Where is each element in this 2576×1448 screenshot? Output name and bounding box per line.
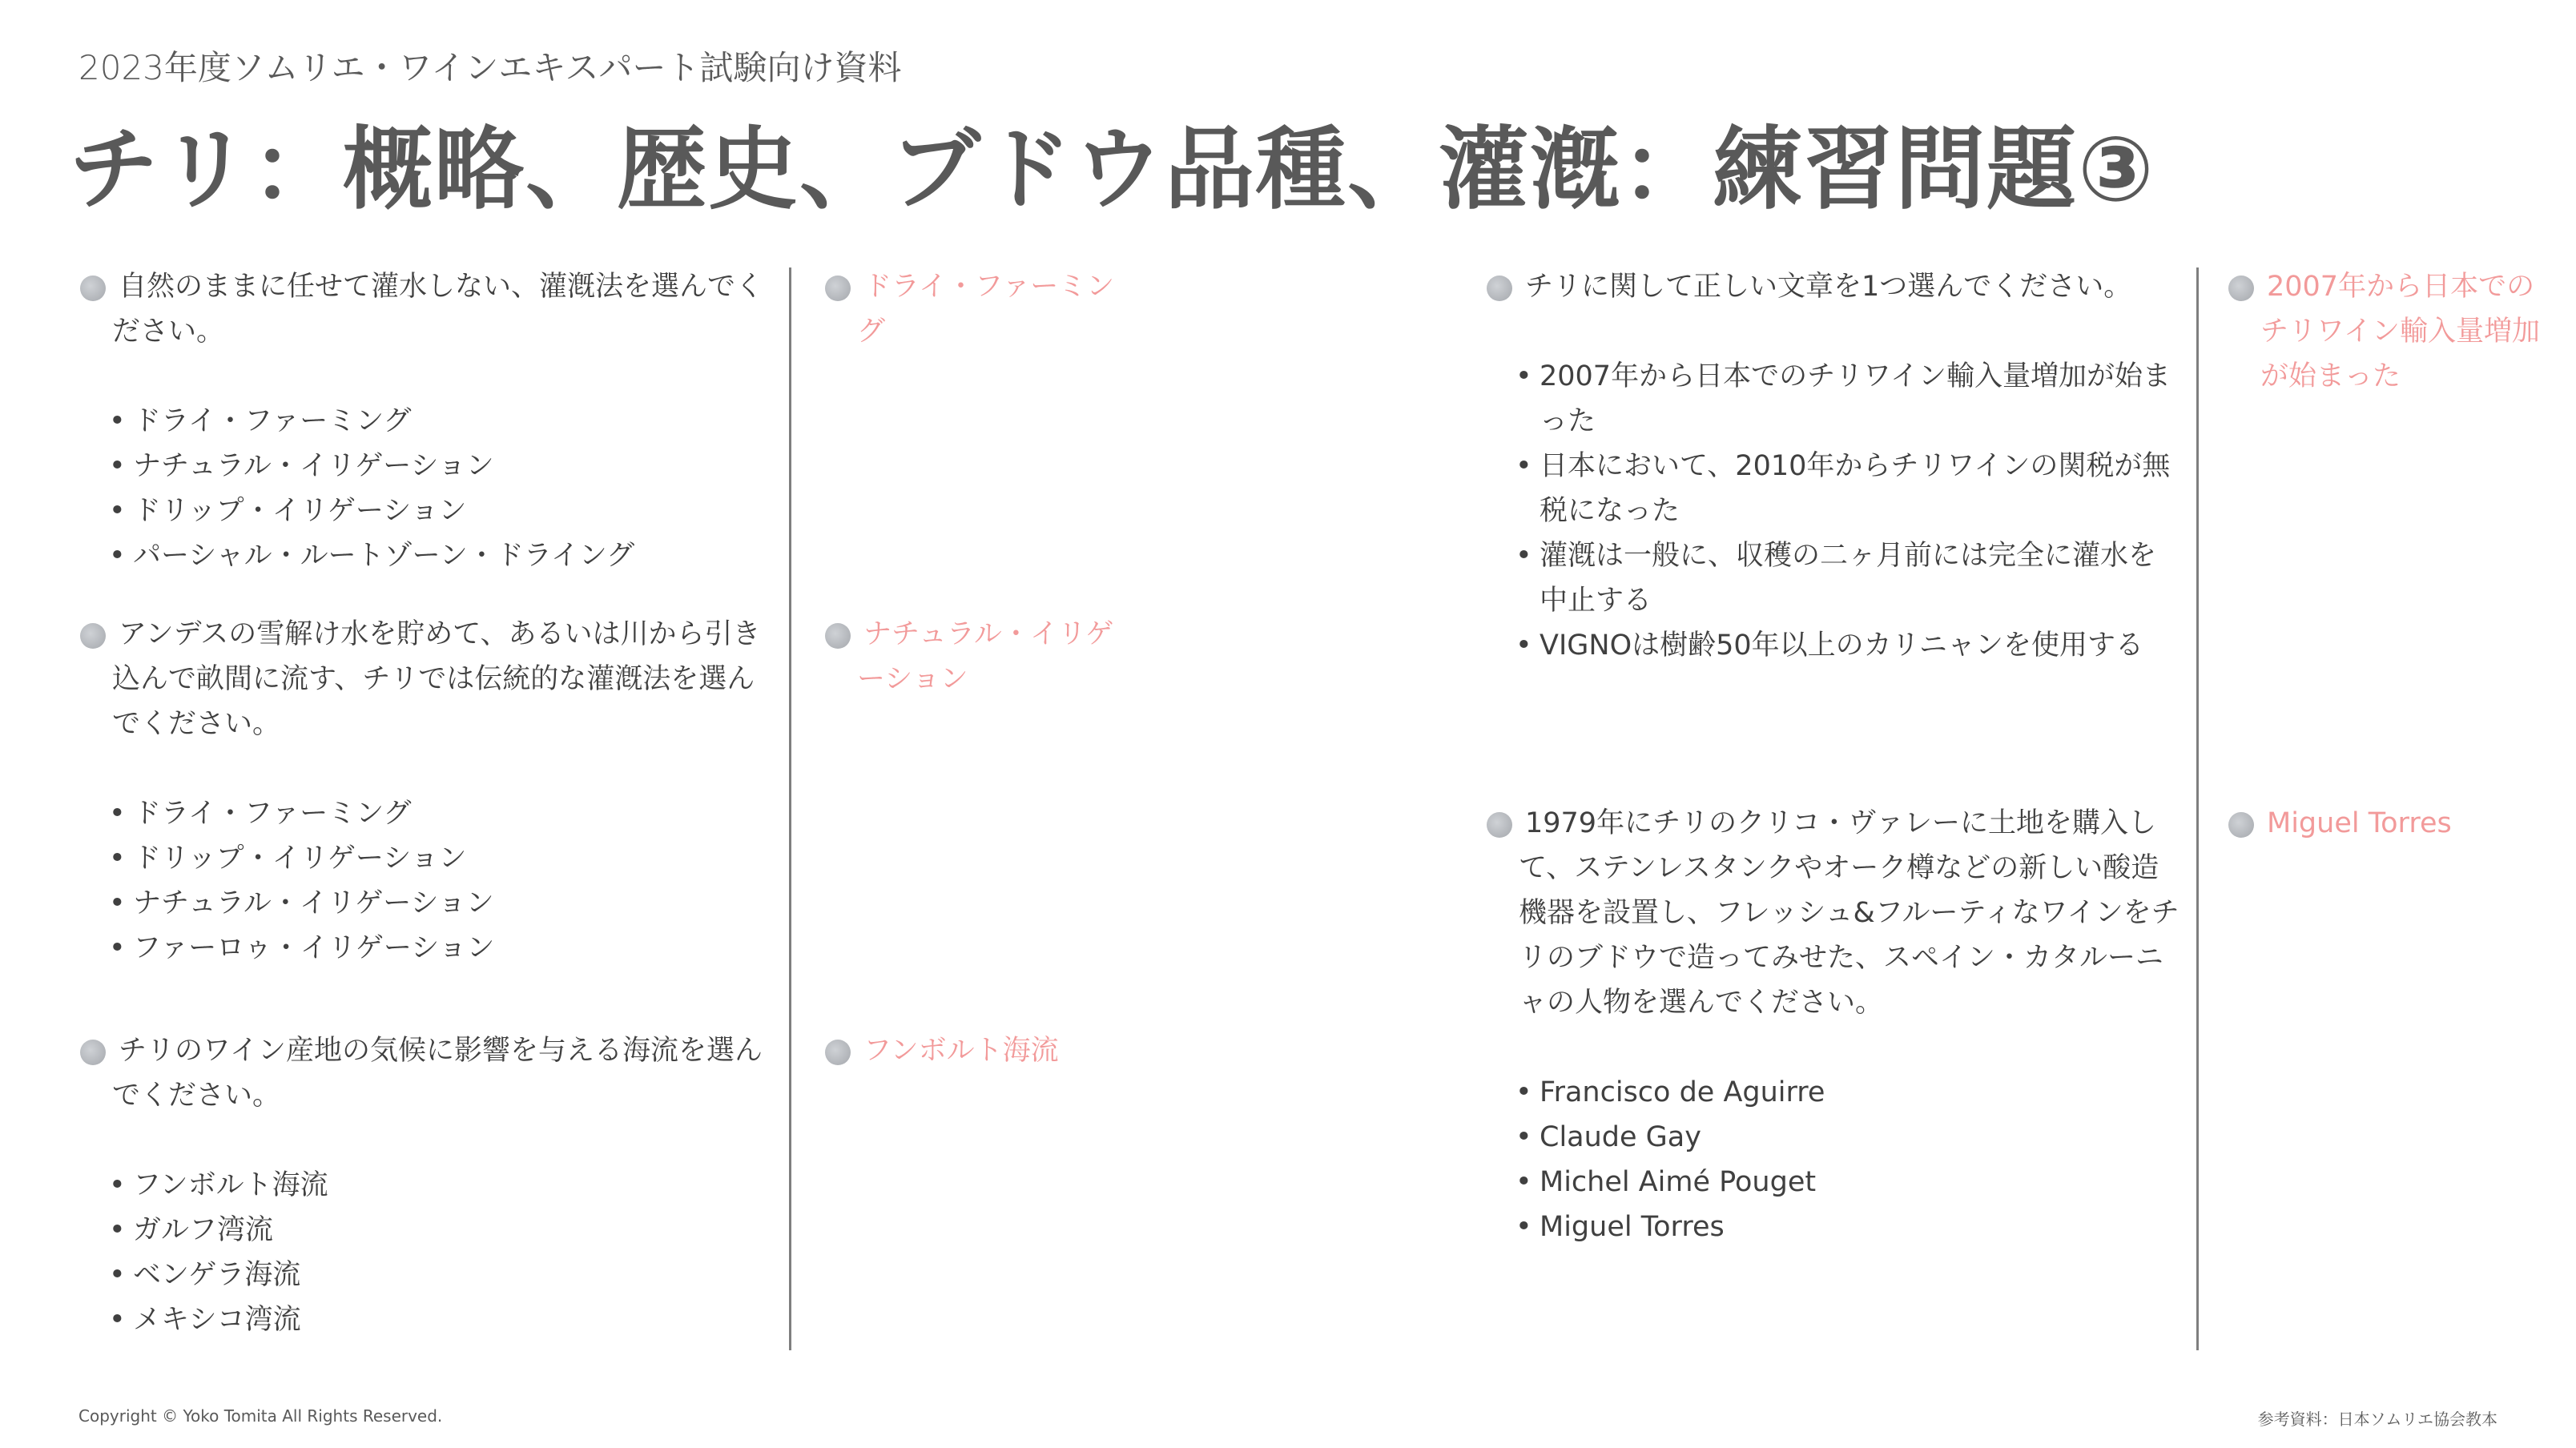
option-item: • Michel Aimé Pouget — [1515, 1160, 2184, 1205]
option-item: • ガルフ湾流 — [109, 1208, 777, 1253]
option-list — [80, 399, 777, 578]
option-list — [80, 1163, 777, 1342]
page-title: チリ：概略、歴史、ブドウ品種、灌漑：練習問題③ — [69, 118, 2155, 222]
answer-5: Miguel Torres — [2228, 801, 2549, 846]
question-block-1 — [80, 264, 777, 578]
option-item: • ドライ・ファーミング — [109, 399, 777, 444]
option-list — [1487, 354, 2184, 668]
column-divider-left — [789, 267, 791, 1350]
reference-note: 参考資料：日本ソムリエ協会教本 — [2257, 1410, 2498, 1429]
question-text: チリのワイン産地の気候に影響を与える海流を選んでください。 — [80, 1028, 777, 1118]
question-bullet-icon — [1487, 276, 1512, 301]
question-block-3 — [80, 1028, 777, 1342]
answer-4: 2007年から日本でのチリワイン輸入量増加が始まった — [2228, 264, 2549, 399]
question-block-5 — [1487, 801, 2184, 1249]
option-item: • Miguel Torres — [1515, 1205, 2184, 1249]
option-item: • ドライ・ファーミング — [109, 791, 777, 836]
question-text: 自然のままに任せて灌水しない、灌漑法を選んでください。 — [80, 264, 777, 354]
option-item: • Claude Gay — [1515, 1115, 2184, 1160]
option-item: • ファーロゥ・イリゲーション — [109, 926, 777, 971]
option-list — [1487, 1070, 2184, 1249]
answer-bullet-icon — [825, 623, 851, 649]
question-bullet-icon — [1487, 812, 1512, 838]
option-item: • ドリップ・イリゲーション — [109, 836, 777, 881]
deck-subtitle: 2023年度ソムリエ・ワインエキスパート試験向け資料 — [78, 48, 902, 87]
answer-2: ナチュラル・イリゲーション — [825, 612, 1121, 702]
option-item: • 日本において、2010年からチリワインの関税が無税になった — [1515, 444, 2184, 533]
copyright-notice: Copyright © Yoko Tomita All Rights Reserved. — [78, 1406, 443, 1426]
option-item: • VIGNOは樹齢50年以上のカリニャンを使用する — [1515, 623, 2184, 668]
question-text: チリに関して正しい文章を1つ選んでください。 — [1487, 264, 2184, 309]
option-item: • ナチュラル・イリゲーション — [109, 444, 777, 489]
option-item: • ナチュラル・イリゲーション — [109, 881, 777, 926]
question-bullet-icon — [80, 1040, 106, 1065]
option-item: • ベンゲラ海流 — [109, 1253, 777, 1297]
answer-bullet-icon — [2228, 812, 2254, 838]
option-item: • 2007年から日本でのチリワイン輸入量増加が始まった — [1515, 354, 2184, 444]
answer-3: フンボルト海流 — [825, 1028, 1121, 1073]
option-item: • パーシャル・ルートゾーン・ドライング — [109, 533, 777, 578]
option-item: • 灌漑は一般に、収穫の二ヶ月前には完全に灌水を中止する — [1515, 533, 2184, 623]
answer-1: ドライ・ファーミング — [825, 264, 1121, 354]
question-text: 1979年にチリのクリコ・ヴァレーに土地を購入して、ステンレスタンクやオーク樽などの新しい酸造機器を設置し、フレッシュ&フルーティなワインをチリのブドウで造ってみせた、スペイン・カタルーニャの人物を選んでください。 — [1487, 801, 2184, 1025]
question-block-4 — [1487, 264, 2184, 668]
column-divider-right — [2196, 267, 2199, 1350]
question-bullet-icon — [80, 276, 106, 301]
answer-bullet-icon — [825, 1040, 851, 1065]
option-item: • メキシコ湾流 — [109, 1297, 777, 1342]
question-block-2 — [80, 612, 777, 971]
question-bullet-icon — [80, 623, 106, 649]
answer-bullet-icon — [825, 276, 851, 301]
question-text: アンデスの雪解け水を貯めて、あるいは川から引き込んで畝間に流す、チリでは伝統的な灌漑法を選んでください。 — [80, 612, 777, 746]
option-item: • ドリップ・イリゲーション — [109, 489, 777, 533]
option-item: • Francisco de Aguirre — [1515, 1070, 2184, 1115]
option-item: • フンボルト海流 — [109, 1163, 777, 1208]
answer-bullet-icon — [2228, 276, 2254, 301]
option-list — [80, 791, 777, 971]
